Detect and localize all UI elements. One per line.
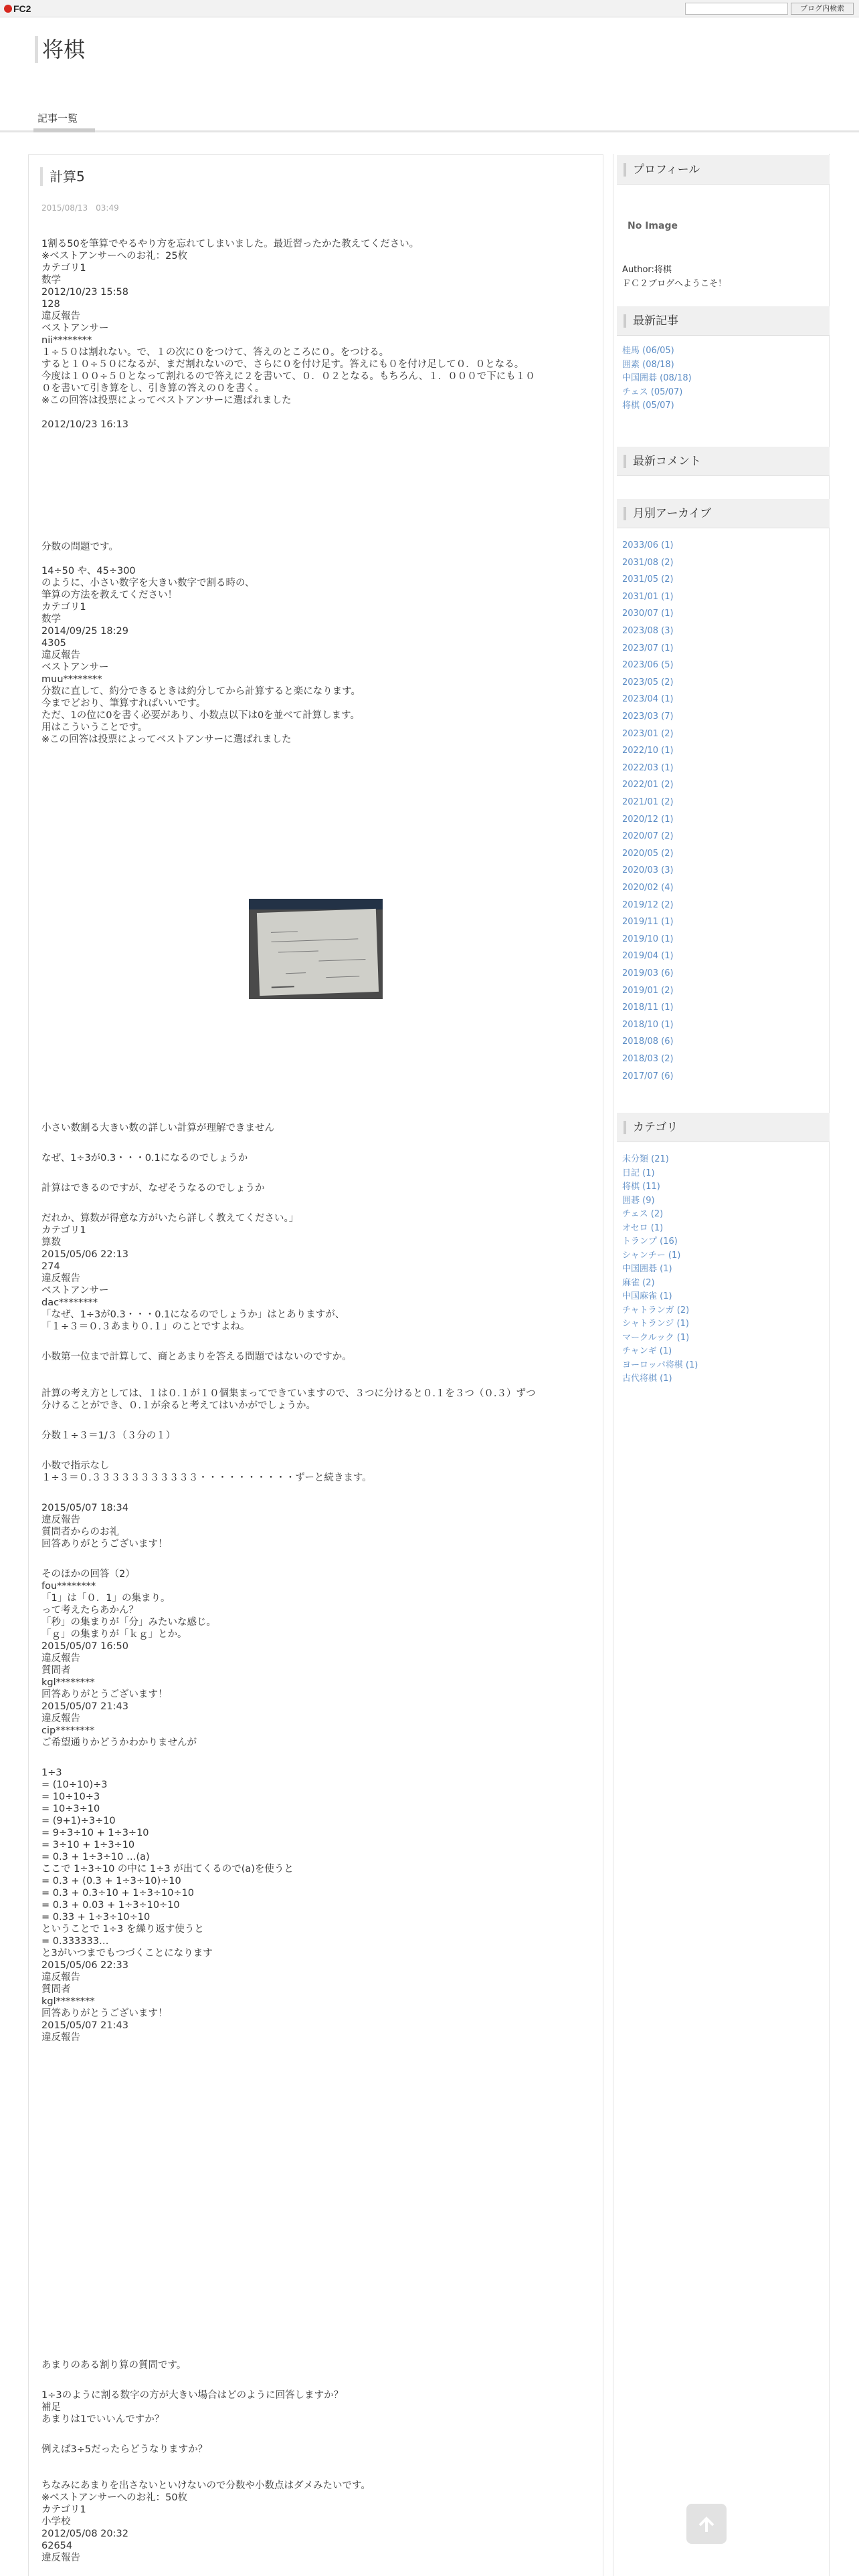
category-link[interactable]: 中国囲碁 (1) (622, 1264, 672, 1274)
post-line: 2014/09/25 18:29 (41, 626, 128, 637)
post-line: 小さい数割る大きい数の詳しい計算が理解できません (41, 1123, 274, 1134)
post-line: 用はこういうことです。 (41, 722, 148, 733)
post-line: 質問者 (41, 1984, 71, 1995)
post-line: 分数に直して、約分できるときは約分してから計算すると楽になります。 (41, 686, 361, 697)
nav-divider (0, 130, 859, 132)
post-line: １÷５０は割れない。で、１の次に０をつけて、答えのところに０。をつける。 (41, 347, 389, 358)
post-line: kgl******** (41, 1677, 95, 1688)
fc2-logo[interactable] (4, 3, 31, 15)
recent-post-link[interactable]: チェス (05/07) (622, 387, 683, 397)
worksheet-photo (249, 899, 383, 999)
post-line: 違反報告 (41, 1273, 80, 1284)
profile-welcome: ＦＣ２ブログへようこそ！ (622, 279, 727, 289)
post-title[interactable]: 計算5 (40, 167, 85, 186)
post-line: nii******** (41, 335, 92, 346)
fc2-logo-icon (4, 5, 12, 13)
archive-month-link[interactable]: 2031/05 (2) (622, 574, 674, 585)
category-link[interactable]: シャトランジ (1) (622, 1319, 689, 1329)
category-link[interactable]: チェス (2) (622, 1209, 664, 1219)
post-line: 算数 (41, 1237, 61, 1248)
photo-top-band (249, 899, 383, 909)
post-line: なぜ、1÷3が0.3・・・0.1になるのでしょうか (41, 1153, 248, 1164)
post-line: 違反報告 (41, 650, 80, 661)
post-line: 今までどおり、筆算すればいいです。 (41, 698, 206, 709)
post-line: 例えば3÷5だったらどうなりますか？ (41, 2444, 208, 2455)
post-line: = 9÷3÷10 + 1÷3÷10 (41, 1828, 149, 1838)
post-line: 今度は１００÷５０となって割れるので答えに２を書いて、０．０２となる。もちろん、１．０００で下にも１０ (41, 371, 535, 382)
archive-month-link[interactable]: 2018/08 (6) (622, 1037, 674, 1047)
post-line: 分数１÷３＝1/３（３分の１） (41, 1430, 176, 1441)
archive-heading: 月別アーカイブ (617, 499, 830, 528)
profile-author: Author:将棋 (622, 265, 672, 275)
post-line: 1割る50を筆算でやるやり方を忘れてしまいました。最近習ったかた教えてください。 (41, 239, 419, 249)
archive-month-link[interactable]: 2022/01 (2) (622, 780, 674, 790)
archive-month-link[interactable]: 2020/05 (2) (622, 848, 674, 859)
post-line: 2015/05/07 18:34 (41, 1503, 128, 1513)
archive-month-link[interactable]: 2018/10 (1) (622, 1019, 674, 1030)
recent-comments-heading: 最新コメント (617, 447, 830, 476)
category-link[interactable]: 日記 (1) (622, 1168, 655, 1178)
post-line: 回答ありがとうございます！ (41, 2008, 168, 2019)
category-link[interactable]: 麻雀 (2) (622, 1277, 655, 1288)
post-line: 回答ありがとうございます！ (41, 1539, 168, 1549)
nav-active-indicator (33, 128, 95, 132)
archive-month-link[interactable]: 2033/06 (1) (622, 540, 674, 550)
category-link[interactable]: トランプ (16) (622, 1237, 678, 1247)
post-line: fou******** (41, 1581, 96, 1592)
archive-month-link[interactable]: 2021/01 (2) (622, 797, 674, 807)
post-line: 分数の問題です。 (41, 542, 118, 552)
post-line: すると１０÷５０になるが、まだ割れないので、さらに０を付け足す。答えにも０を付け足して０．０となる。 (41, 359, 524, 370)
post-line: 「1」は「０．1」の集まり。 (41, 1593, 171, 1604)
post-line: 2015/05/06 22:33 (41, 1960, 128, 1971)
post-line: 2015/05/06 22:13 (41, 1249, 128, 1260)
archive-month-link[interactable]: 2019/01 (2) (622, 985, 674, 996)
post-line: 違反報告 (41, 1515, 80, 1525)
post-line: ※ベストアンサーへのお礼：25枚 (41, 251, 188, 261)
post-line: 274 (41, 1261, 60, 1272)
archive-month-link[interactable]: 2019/11 (1) (622, 917, 674, 928)
post-line: 2015/05/07 21:43 (41, 2020, 128, 2031)
post-line: ということで 1÷3 を繰り返す使うと (41, 1924, 204, 1935)
post-line: = (10÷10)÷3 (41, 1780, 108, 1790)
post-line: 「秒」の集まりが「分」みたいな感じ。 (41, 1617, 216, 1628)
post-line: = 10÷3÷10 (41, 1804, 100, 1814)
category-link[interactable]: チャトランガ (2) (622, 1305, 690, 1315)
post-line: = (9+1)÷3÷10 (41, 1816, 116, 1826)
archive-month-link[interactable]: 2023/04 (1) (622, 694, 674, 705)
post-line: 小学校 (41, 2516, 71, 2527)
archive-month-link[interactable]: 2031/01 (1) (622, 591, 674, 602)
post-line: カテゴリ1 (41, 263, 86, 274)
post-line: って考えたらあかん？ (41, 1605, 138, 1616)
archive-month-link[interactable]: 2023/08 (3) (622, 626, 674, 636)
archive-month-link[interactable]: 2023/01 (2) (622, 728, 674, 739)
archive-month-link[interactable]: 2018/03 (2) (622, 1054, 674, 1064)
post-line: = 0.3 + 1÷3÷10 …(a) (41, 1852, 150, 1862)
category-link[interactable]: マークルック (1) (622, 1332, 690, 1343)
category-link[interactable]: シャンチー (1) (622, 1250, 681, 1261)
post-line: 2012/10/23 15:58 (41, 287, 128, 298)
category-link[interactable]: 将棋 (11) (622, 1182, 660, 1192)
recent-posts-heading: 最新記事 (617, 306, 830, 336)
archive-month-link[interactable]: 2020/07 (2) (622, 831, 674, 842)
post-line: １÷３＝０.３３３３３３３３３３３・・・・・・・・・・ずーと続きます。 (41, 1473, 372, 1483)
post-line: 「なぜ、1÷3が0.3・・・0.1になるのでしょうか」はとありますが、 (41, 1309, 345, 1320)
post-line: 62654 (41, 2541, 73, 2551)
category-heading: カテゴリ (617, 1113, 830, 1142)
post-line: のように、小さい数字を大きい数字で割る時の、 (41, 578, 255, 588)
post-line: 計算の考え方としては、１は０.１が１０個集まってできていますので、３つに分けると０.１を３つ（０.３）ずつ (41, 1388, 536, 1399)
archive-month-link[interactable]: 2019/12 (2) (622, 899, 674, 910)
blog-search-input[interactable] (685, 3, 788, 15)
category-link[interactable]: 中国麻雀 (1) (622, 1291, 672, 1301)
archive-month-link[interactable]: 2018/11 (1) (622, 1002, 674, 1013)
post-line: 数学 (41, 275, 61, 286)
archive-month-link[interactable]: 2017/07 (6) (622, 1071, 674, 1081)
arrow-up-icon (694, 2512, 719, 2536)
post-line: = 3÷10 + 1÷3÷10 (41, 1840, 135, 1850)
post-line: = 0.333333… (41, 1936, 109, 1947)
post-line: あまりのある割り算の質問です。 (41, 2360, 187, 2371)
post-line: だれか、算数が得意な方がいたら詳しく教えてください。」 (41, 1213, 299, 1224)
post-line: 違反報告 (41, 1972, 80, 1983)
post-date: 2015/08/13 03:49 (41, 203, 119, 213)
recent-post-link[interactable]: 囲素 (08/18) (622, 359, 674, 370)
post-line: ０を書いて引き算をし、引き算の答えの０を書く。 (41, 383, 265, 394)
page-top-button[interactable] (686, 2504, 727, 2544)
main-top-rule (28, 154, 603, 155)
post-line: カテゴリ1 (41, 2504, 86, 2515)
post-line: ここで 1÷3÷10 の中に 1÷3 が出てくるので(a)を使うと (41, 1864, 294, 1874)
archive-month-link[interactable]: 2023/06 (5) (622, 660, 674, 671)
archive-month-link[interactable]: 2023/03 (7) (622, 712, 674, 722)
archive-month-link[interactable]: 2023/07 (1) (622, 643, 674, 653)
category-link[interactable]: 未分類 (21) (622, 1154, 669, 1164)
post-line: 筆算の方法を教えてください！ (41, 590, 177, 601)
post-line: 2015/05/07 21:43 (41, 1701, 128, 1712)
post-line: ベストアンサー (41, 662, 109, 673)
post-line: 数学 (41, 614, 61, 625)
post-line: 小数第一位まで計算して、商とあまりを答える問題ではないのですか。 (41, 1352, 352, 1362)
post-line: dac******** (41, 1297, 98, 1308)
post-line: 1÷3のように割る数字の方が大きい場合はどのように回答しますか？ (41, 2390, 344, 2401)
post-line: ※この回答は投票によってベストアンサーに選ばれました (41, 734, 292, 745)
category-link[interactable]: オセロ (1) (622, 1222, 664, 1233)
category-link[interactable]: チャンギ (1) (622, 1346, 672, 1356)
post-line: 計算はできるのですが、なぜそうなるのでしょうか (41, 1183, 265, 1194)
post-line: 4305 (41, 638, 66, 649)
post-line: 小数で指示なし (41, 1461, 110, 1471)
post-line: 違反報告 (41, 2553, 80, 2563)
blog-search-button[interactable]: ブログ内検索 (791, 3, 854, 15)
fc2-header-bar (0, 0, 859, 17)
archive-month-link[interactable]: 2020/03 (3) (622, 865, 674, 876)
post-line: ちなみにあまりを出さないといけないので分数や小数点はダメみたいです。 (41, 2480, 371, 2491)
post-line: ベストアンサー (41, 1285, 109, 1296)
post-line: = 0.3 + 0.3÷10 + 1÷3÷10÷10 (41, 1888, 195, 1899)
post-line: そのほかの回答（2） (41, 1569, 135, 1580)
post-line: muu******** (41, 674, 102, 685)
blog-header (0, 17, 859, 131)
archive-month-link[interactable]: 2020/02 (4) (622, 883, 674, 893)
post-line: ご希望通りかどうかわかりませんが (41, 1737, 197, 1748)
post-line: = 0.33 + 1÷3÷10÷10 (41, 1912, 151, 1923)
archive-month-link[interactable]: 2030/07 (1) (622, 609, 674, 619)
post-line: ベストアンサー (41, 323, 109, 334)
post-line: 違反報告 (41, 1653, 80, 1664)
post-line: 「ｇ」の集まりが「ｋｇ」とか。 (41, 1629, 187, 1640)
archive-month-link[interactable]: 2019/03 (6) (622, 968, 674, 978)
archive-month-link[interactable]: 2022/03 (1) (622, 762, 674, 773)
archive-month-link[interactable]: 2020/12 (1) (622, 814, 674, 825)
post-line: cip******** (41, 1725, 95, 1736)
post-line: 補足 (41, 2402, 61, 2413)
photo-handwriting (257, 909, 379, 996)
post-line: と3がいつまでもつづくことになります (41, 1948, 213, 1959)
post-line: ※ベストアンサーへのお礼：50枚 (41, 2492, 188, 2503)
post-line: 2012/10/23 16:13 (41, 419, 128, 430)
post-line: 2012/05/08 20:32 (41, 2529, 128, 2539)
post-line: 1÷3 (41, 1767, 62, 1778)
post-line: カテゴリ1 (41, 602, 86, 613)
fc2-logo-text: FC2 (13, 3, 31, 14)
post-line: 分けることができ、０.１が余ると考えてはいかがでしょうか。 (41, 1400, 316, 1411)
nav-article-list-link[interactable]: 記事一覧 (37, 112, 78, 124)
recent-post-link[interactable]: 桂馬 (06/05) (622, 346, 674, 356)
category-link[interactable]: ヨーロッパ将棋 (1) (622, 1360, 698, 1370)
archive-month-link[interactable]: 2019/04 (1) (622, 951, 674, 962)
post-line: 128 (41, 299, 60, 310)
archive-month-link[interactable]: 2019/10 (1) (622, 934, 674, 944)
post-line: = 10÷10÷3 (41, 1792, 100, 1802)
post-line: 14÷50 や、45÷300 (41, 566, 136, 576)
recent-post-link[interactable]: 将棋 (05/07) (622, 401, 674, 411)
blog-title[interactable]: 将棋 (35, 36, 85, 63)
post-line: 回答ありがとうございます！ (41, 1689, 168, 1700)
main-content (28, 154, 603, 2576)
post-line: = 0.3 + (0.3 + 1÷3÷10)÷10 (41, 1876, 181, 1887)
post-line: 違反報告 (41, 1713, 80, 1724)
post-line: 2015/05/07 16:50 (41, 1641, 128, 1652)
post-line: 質問者 (41, 1665, 71, 1676)
post-line: kgl******** (41, 1996, 95, 2007)
post-line: ただ、1の位に0を書く必要があり、小数点以下は0を並べて計算します。 (41, 710, 361, 721)
archive-month-link[interactable]: 2023/05 (2) (622, 677, 674, 687)
photo-paper (257, 909, 379, 996)
post-line: 質問者からのお礼 (41, 1527, 119, 1537)
post-line: ※この回答は投票によってベストアンサーに選ばれました (41, 395, 292, 406)
post-line: 違反報告 (41, 2032, 80, 2043)
category-link[interactable]: 囲碁 (9) (622, 1195, 655, 1206)
profile-heading: プロフィール (617, 155, 830, 185)
post-line: カテゴリ1 (41, 1225, 86, 1236)
post-line: 「１÷３＝０.３あまり０.１」のことですよね。 (41, 1321, 250, 1332)
recent-post-link[interactable]: 中国囲碁 (08/18) (622, 373, 692, 383)
post-line: 違反報告 (41, 311, 80, 322)
profile-no-image: No Image (628, 221, 678, 231)
post-line: = 0.3 + 0.03 + 1÷3÷10÷10 (41, 1900, 180, 1911)
archive-month-link[interactable]: 2022/10 (1) (622, 746, 674, 756)
category-link[interactable]: 古代将棋 (1) (622, 1374, 672, 1384)
archive-month-link[interactable]: 2031/08 (2) (622, 557, 674, 568)
post-line: あまりは1でいいんですか？ (41, 2414, 165, 2425)
